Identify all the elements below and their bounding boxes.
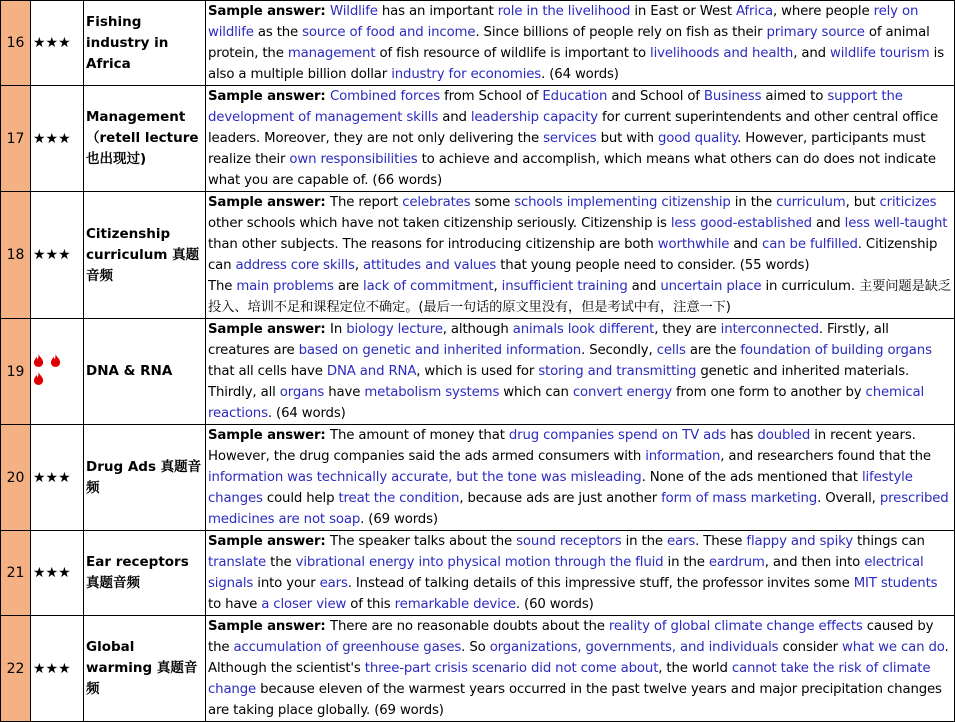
answer-text: in East or West (630, 4, 736, 19)
highlighted-phrase: can be fulfilled (762, 237, 858, 252)
highlighted-phrase: leadership capacity (470, 110, 598, 125)
answer-text: that young people need to consider. (55 words) (496, 258, 810, 273)
highlighted-phrase: flappy and spiky (746, 534, 853, 549)
topic-title: Ear receptors 真题音频 (84, 531, 206, 616)
answer-text: The speaker talks about the (330, 534, 517, 549)
answer-text: but with (596, 131, 658, 146)
answer-text: . However, participants must realize their (208, 131, 926, 167)
highlighted-phrase: doubled (757, 428, 811, 443)
highlighted-phrase: schools implementing citizenship (514, 195, 731, 210)
highlighted-phrase: good quality (657, 131, 738, 146)
table-row (1, 1, 955, 86)
answer-text: of this (346, 597, 395, 612)
answer-text: in the (621, 534, 667, 549)
highlighted-phrase: celebrates (402, 195, 471, 210)
answer-text: has an important (377, 4, 498, 19)
answer-text: , although (442, 322, 513, 337)
answer-text: . Secondly, (581, 343, 657, 358)
sample-answer (206, 531, 955, 616)
highlighted-phrase: organs (279, 385, 325, 400)
highlighted-phrase: less well-taught (844, 216, 948, 231)
flame-icon (33, 372, 44, 385)
answer-text: . (64 words) (541, 67, 619, 82)
highlighted-phrase: information was technically accurate, but the tone was misleading (208, 470, 642, 485)
answer-text: In (330, 322, 347, 337)
answer-text: There are no reasonable doubts about the (330, 619, 609, 634)
highlighted-phrase: cells (656, 343, 686, 358)
answer-text: has (726, 428, 758, 443)
highlighted-phrase: support the development of management skills (208, 89, 903, 125)
answer-text: in recent years. However, the drug companies said the ads armed consumers with (208, 428, 916, 464)
answer-text: are (333, 279, 364, 294)
highlighted-phrase: Combined forces (330, 89, 440, 104)
answer-text: in the (663, 555, 709, 570)
highlighted-phrase: criticizes (879, 195, 937, 210)
sample-answer (206, 425, 955, 531)
highlighted-phrase: eardrum (708, 555, 765, 570)
table-row (1, 192, 955, 319)
highlighted-phrase: Wildlife (330, 4, 378, 19)
highlighted-phrase: three-part crisis scenario did not come about (364, 661, 659, 676)
row-number: 17 (1, 86, 31, 192)
answer-text: , but (845, 195, 880, 210)
highlighted-phrase: Africa (735, 4, 773, 19)
highlighted-phrase: ears (666, 534, 696, 549)
topic-title: DNA & RNA (84, 319, 206, 425)
star-rating: ★★★ (31, 616, 84, 722)
highlighted-phrase: rely on wildlife (208, 4, 919, 40)
answer-text: . (64 words) (267, 406, 346, 421)
highlighted-phrase: primary source (766, 25, 865, 40)
answer-text: are the (685, 343, 741, 358)
answer-text: . So (461, 640, 490, 655)
highlighted-phrase: own responsibilities (289, 152, 418, 167)
sample-answer-label: Sample answer: (208, 322, 331, 337)
answer-text: than other subjects. The reasons for introducing citizenship are both (208, 237, 658, 252)
flame-icon (50, 354, 61, 367)
highlighted-phrase: chemical reactions (208, 385, 925, 421)
highlighted-phrase: attitudes and values (362, 258, 497, 273)
answer-text: , they are (654, 322, 721, 337)
answer-text: . These (695, 534, 747, 549)
flame-rating (31, 319, 84, 425)
flame-icon (33, 354, 44, 367)
answer-text: , because ads are just another (459, 491, 662, 506)
topic-title: Drug Ads 真题音频 (84, 425, 206, 531)
row-number: 19 (1, 319, 31, 425)
star-rating: ★★★ (31, 425, 84, 531)
answer-text: in the (730, 195, 777, 210)
answer-text: , (493, 279, 502, 294)
highlighted-phrase: sound receptors (516, 534, 622, 549)
row-number: 18 (1, 192, 31, 319)
answer-text: . Since billions of people rely on fish as their (475, 25, 767, 40)
answer-text: . None of the ads mentioned that (641, 470, 862, 485)
answer-text: genetic and inherited materials. Thirdly, all (208, 364, 910, 400)
highlighted-phrase: translate (208, 555, 267, 570)
answer-text: and (729, 237, 763, 252)
highlighted-phrase: services (543, 131, 597, 146)
highlighted-phrase: accumulation of greenhouse gases (233, 640, 462, 655)
topic-title: Fishing industry in Africa (84, 1, 206, 86)
answer-text: have (324, 385, 365, 400)
highlighted-phrase: reality of global climate change effects (608, 619, 863, 634)
topic-title: Citizenship curriculum 真题音频 (84, 192, 206, 319)
sample-answer (206, 616, 955, 722)
sample-answer-label: Sample answer: (208, 195, 331, 210)
highlighted-phrase: form of mass marketing (661, 491, 818, 506)
highlighted-phrase: uncertain place (660, 279, 762, 294)
highlighted-phrase: industry for economies (391, 67, 542, 82)
highlighted-phrase: less good-established (670, 216, 812, 231)
highlighted-phrase: metabolism systems (364, 385, 500, 400)
answer-text: caused by the (208, 619, 934, 655)
answer-text: which can (499, 385, 573, 400)
sample-answer-label: Sample answer: (208, 619, 331, 634)
highlighted-phrase: interconnected (720, 322, 819, 337)
table-body (1, 1, 955, 722)
answer-text: , which is used for (416, 364, 539, 379)
highlighted-phrase: worthwhile (657, 237, 730, 252)
star-rating: ★★★ (31, 86, 84, 192)
highlighted-phrase: animals look different (512, 322, 655, 337)
sample-answer (206, 319, 955, 425)
table-row (1, 319, 955, 425)
answer-text: The report (330, 195, 403, 210)
highlighted-phrase: main problems (236, 279, 334, 294)
answer-text: The (208, 279, 237, 294)
answer-text: , the world (658, 661, 732, 676)
highlighted-phrase: prescribed medicines are not soap (208, 491, 949, 527)
answer-text: as the (253, 25, 303, 40)
row-number: 20 (1, 425, 31, 531)
highlighted-phrase: organizations, governments, and individuals (489, 640, 779, 655)
sample-answer (206, 86, 955, 192)
answer-text: could help (262, 491, 339, 506)
highlighted-phrase: insufficient training (501, 279, 628, 294)
sample-answer-label: Sample answer: (208, 428, 331, 443)
highlighted-phrase: treat the condition (338, 491, 460, 506)
table-row (1, 531, 955, 616)
answer-text: . Overall, (817, 491, 880, 506)
sample-answer-label: Sample answer: (208, 4, 331, 19)
star-rating: ★★★ (31, 192, 84, 319)
highlighted-phrase: address core skills (235, 258, 355, 273)
topic-title: Global warming 真题音频 (84, 616, 206, 722)
highlighted-phrase: biology lecture (346, 322, 443, 337)
highlighted-phrase: management (287, 46, 376, 61)
answer-text: , and then into (764, 555, 865, 570)
answer-text: into your (253, 576, 320, 591)
row-number: 16 (1, 1, 31, 86)
answer-text: aimed to (761, 89, 828, 104)
highlighted-phrase: livelihoods and health (650, 46, 794, 61)
highlighted-phrase: convert energy (572, 385, 672, 400)
highlighted-phrase: ears (319, 576, 348, 591)
answer-text: things can (852, 534, 925, 549)
answer-text: . Firstly, all creatures are (208, 322, 889, 358)
answer-text: The amount of money that (330, 428, 509, 443)
answer-text: , where people (773, 4, 874, 19)
answer-text: some (470, 195, 515, 210)
table-row (1, 616, 955, 722)
highlighted-phrase: remarkable device (394, 597, 516, 612)
sample-answer-label: Sample answer: (208, 89, 331, 104)
highlighted-phrase: role in the livelihood (497, 4, 631, 19)
answer-text: for current superintendents and other central office leaders. Moreover, they are not only delivering the (208, 110, 939, 146)
row-number: 21 (1, 531, 31, 616)
answer-text: from one form to another by (671, 385, 866, 400)
highlighted-phrase: based on genetic and inherited information (298, 343, 582, 358)
answer-text: . (69 words) (360, 512, 438, 527)
answer-text: . Citizenship can (208, 237, 938, 273)
answer-text: from School of (440, 89, 543, 104)
row-number: 22 (1, 616, 31, 722)
answer-text: of fish resource of wildlife is important to (375, 46, 651, 61)
answer-text: and School of (607, 89, 704, 104)
answer-text: to have (208, 597, 262, 612)
answer-text: because eleven of the warmest years occurred in the past twelve years and major precipitation changes are taking place globally. (69 words) (208, 682, 942, 718)
answer-text: , and researchers found that the (720, 449, 931, 464)
answer-text: the (266, 555, 296, 570)
highlighted-phrase: curriculum (776, 195, 846, 210)
answer-text: other schools which have not taken citizenship seriously. Citizenship is (208, 216, 671, 231)
answer-text: , (354, 258, 363, 273)
highlighted-phrase: source of food and income (302, 25, 476, 40)
answer-text: is also a multiple billion dollar (208, 46, 945, 82)
answer-text: of animal protein, the (208, 25, 930, 61)
highlighted-phrase: information (645, 449, 721, 464)
star-rating: ★★★ (31, 531, 84, 616)
highlighted-phrase: electrical signals (208, 555, 924, 591)
highlighted-phrase: storing and transmitting (538, 364, 697, 379)
highlighted-phrase: a closer view (261, 597, 347, 612)
answer-text: , and (793, 46, 830, 61)
highlighted-phrase: lack of commitment (363, 279, 494, 294)
topic-title: Management （retell lecture 也出现过) (84, 86, 206, 192)
answer-text: . Instead of talking details of this impressive stuff, the professor invites some (347, 576, 854, 591)
highlighted-phrase: Education (542, 89, 608, 104)
sample-answer (206, 1, 955, 86)
highlighted-phrase: cannot take the risk of climate change (208, 661, 931, 697)
highlighted-phrase: Business (703, 89, 762, 104)
highlighted-phrase: drug companies spend on TV ads (508, 428, 727, 443)
highlighted-phrase: wildlife tourism (830, 46, 930, 61)
answer-text: and (438, 110, 471, 125)
sample-answer (206, 192, 955, 319)
highlighted-phrase: what we can do (842, 640, 945, 655)
table-row (1, 425, 955, 531)
answer-text: and (627, 279, 661, 294)
highlighted-phrase: lifestyle changes (208, 470, 913, 506)
table-row (1, 86, 955, 192)
highlighted-phrase: vibrational energy into physical motion through the fluid (295, 555, 664, 570)
answer-text: and (811, 216, 845, 231)
answer-text: . (60 words) (515, 597, 594, 612)
sample-answer-label: Sample answer: (208, 534, 331, 549)
answer-text: . Although the scientist's (208, 640, 949, 676)
highlighted-phrase: MIT students (853, 576, 938, 591)
answer-text: in curriculum. 主要问题是缺乏投入、培训不足和课程定位不确定。(最后一句话的原文里没有，但是考试中有，注意一下) (208, 279, 952, 315)
answer-text: to achieve and accomplish, which means what others can do does not indicate what you are capable of. (66 words) (208, 152, 936, 188)
star-rating: ★★★ (31, 1, 84, 86)
answer-text: consider (778, 640, 842, 655)
highlighted-phrase: foundation of building organs (740, 343, 932, 358)
answer-text: that all cells have (208, 364, 327, 379)
highlighted-phrase: DNA and RNA (326, 364, 417, 379)
